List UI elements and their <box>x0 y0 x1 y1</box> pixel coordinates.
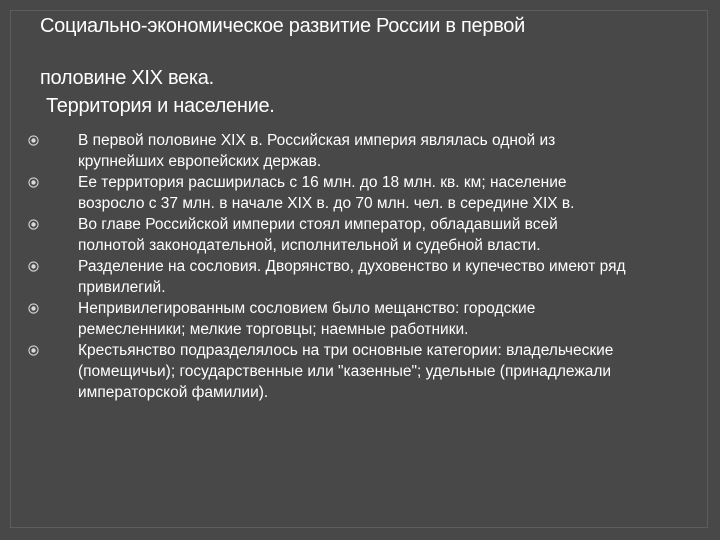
list-item <box>28 256 628 298</box>
list-item <box>28 340 628 403</box>
title-line-1: Социально-экономическое развитие России в первой <box>40 15 525 37</box>
list-item <box>28 130 628 172</box>
target-bullet-icon <box>28 177 39 188</box>
list-item <box>28 214 628 256</box>
list-item-text: В первой половине XIX в. Российская империя являлась одной из крупнейших европейских держав. <box>78 132 556 170</box>
list-item <box>28 172 628 214</box>
list-item-text: Непривилегированным сословием было мещанство: городские ремесленники; мелкие торговцы; наемные работники. <box>78 300 536 338</box>
bullet-list <box>28 130 628 403</box>
target-bullet-icon <box>28 345 39 356</box>
list-item <box>28 298 628 340</box>
target-bullet-icon <box>28 135 39 146</box>
title-line-2: половине XIX века. <box>40 67 214 89</box>
slide-subtitle: Территория и население. <box>46 95 275 117</box>
list-item-text: Во главе Российской империи стоял император, обладавший всей полнотой законодательной, исполнительной и судебной власти. <box>78 216 558 254</box>
target-bullet-icon <box>28 261 39 272</box>
list-item-text: Ее территория расширилась с 16 млн. до 18 млн. кв. км; население возросло с 37 млн. в начале XIX в. до 70 млн. чел. в середине XIX в. <box>78 174 575 212</box>
target-bullet-icon <box>28 303 39 314</box>
list-item-text: Разделение на сословия. Дворянство, духовенство и купечество имеют ряд привилегий. <box>78 258 626 296</box>
list-item-text: Крестьянство подразделялось на три основные категории: владельческие (помещичьи); государственные или "казенные"; удельные (принадлежали императорской фамилии). <box>78 342 614 401</box>
target-bullet-icon <box>28 219 39 230</box>
